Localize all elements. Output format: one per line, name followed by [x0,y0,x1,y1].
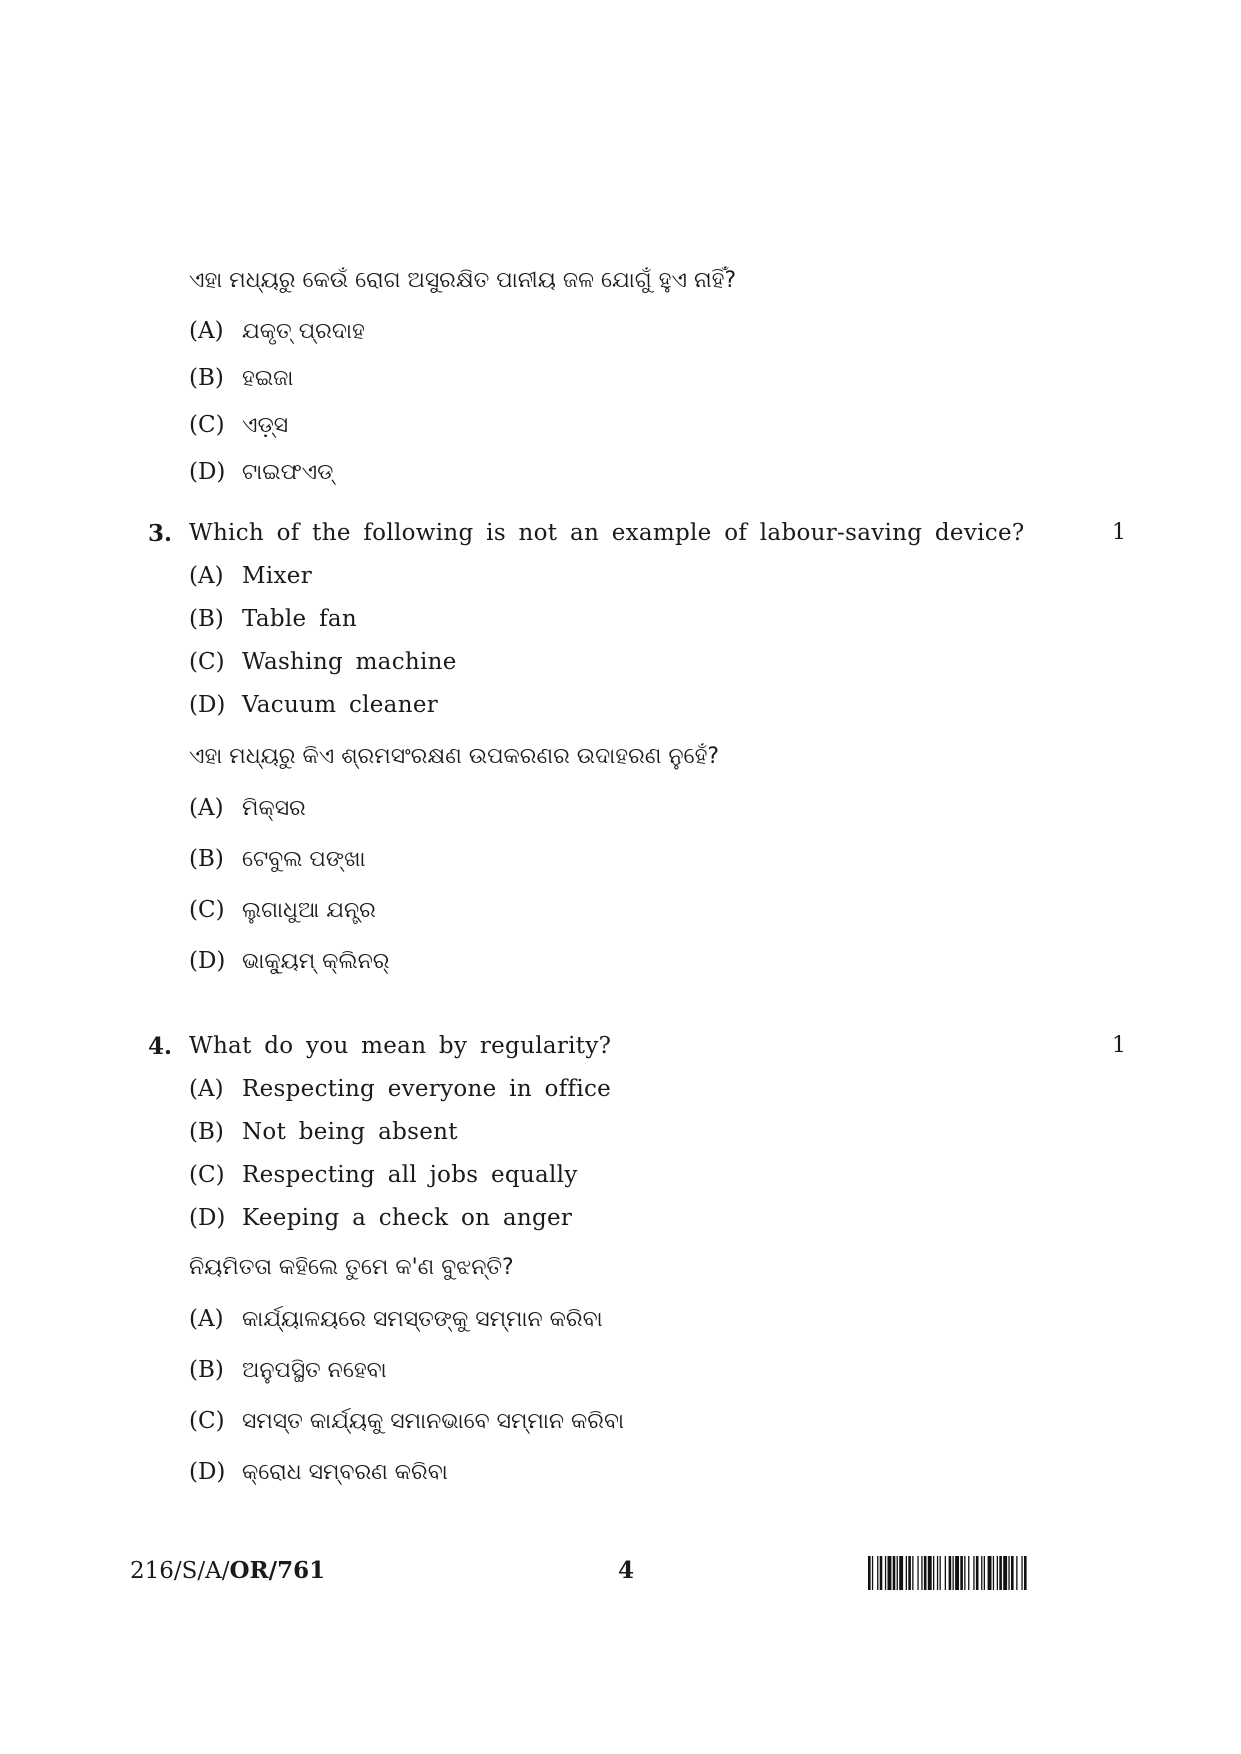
q4-odia-option-a-label: (A) [189,1306,224,1332]
q3-odia-option-a-text: ମିକ୍ସର [242,796,306,821]
q4-option-d-label: (D) [189,1205,226,1231]
q3-option-b-text: Table fan [242,606,358,632]
q3-odia-option-b-label: (B) [189,846,224,872]
q3-option-b-label: (B) [189,606,224,632]
q3-option-c-text: Washing machine [242,649,457,675]
paper-code [130,1557,325,1584]
q3-question: Which of the following is not an example of labour-saving device? [189,520,1025,546]
q3-odia-option-a-label: (A) [189,795,224,821]
q4-odia-option-d-text: କ୍ରୋଧ ସମ୍ବରଣ କରିବା [242,1460,448,1485]
q4-option-d-text: Keeping a check on anger [242,1205,573,1231]
q4-odia-option-b-label: (B) [189,1357,224,1383]
q3-odia-option-b-text: ଟେବୁଲ ପଙ୍ଖା [242,847,366,872]
q2-odia-option-b-label: (B) [189,365,224,391]
q4-number: 4. [148,1033,173,1060]
barcode-image [868,1556,1128,1590]
q4-odia-option-d-label: (D) [189,1459,226,1485]
q3-odia-option-d-text: ଭାକ୍ୟୁମ୍ କ୍ଲିନର୍ [242,949,390,974]
q3-odia-option-d-label: (D) [189,948,226,974]
q4-odia-question: ନିୟମିତତା କହିଲେ ତୁମେ କ'ଣ ବୁଝନ୍ତି? [189,1255,514,1280]
page-number: 4 [618,1557,635,1584]
q2-odia-option-d-label: (D) [189,459,226,485]
paper-code-prefix: 216/S/A/ [130,1558,230,1584]
q4-question: What do you mean by regularity? [189,1033,612,1059]
paper-code-bold: OR/761 [229,1557,326,1584]
q3-option-a-label: (A) [189,563,224,589]
q4-option-c-text: Respecting all jobs equally [242,1162,578,1188]
q3-marks: 1 [1112,520,1126,545]
q3-odia-option-c-text: ଲୁଗାଧୁଆ ଯନ୍ତ୍ର [242,898,376,923]
q4-option-b-label: (B) [189,1119,224,1145]
q3-option-d-text: Vacuum cleaner [242,692,439,718]
q2-odia-option-d-text: ଟାଇଫଏଡ୍ [242,460,334,485]
q4-odia-option-b-text: ଅନୁପସ୍ଥିତ ନହେବା [242,1358,387,1383]
q2-odia-option-b-text: ହଇଜା [242,366,294,391]
q4-odia-option-c-label: (C) [189,1408,225,1434]
q4-odia-option-c-text: ସମସ୍ତ କାର୍ଯ୍ୟକୁ ସମାନଭାବେ ସମ୍ମାନ କରିବା [242,1409,624,1434]
q4-odia-option-a-text: କାର୍ଯ୍ୟାଳୟରେ ସମସ୍ତଙ୍କୁ ସମ୍ମାନ କରିବା [242,1307,603,1332]
q3-odia-question: ଏହା ମଧ୍ୟରୁ କିଏ ଶ୍ରମସଂରକ୍ଷଣ ଉପକରଣର ଉଦାହରଣ ନୁହେଁ? [189,744,720,769]
q3-option-a-text: Mixer [242,563,312,589]
q4-option-c-label: (C) [189,1162,225,1188]
q4-option-b-text: Not being absent [242,1119,458,1145]
q3-option-d-label: (D) [189,692,226,718]
q2-odia-option-a-label: (A) [189,318,224,344]
q2-odia-option-c-text: ଏଡ଼୍ସ [242,413,289,438]
q2-odia-option-a-text: ଯକୃତ୍ ପ୍ରଦାହ [242,319,365,344]
q3-odia-option-c-label: (C) [189,897,225,923]
q2-odia-option-c-label: (C) [189,412,225,438]
q3-number: 3. [148,520,173,547]
q4-option-a-label: (A) [189,1076,224,1102]
q4-option-a-text: Respecting everyone in office [242,1076,612,1102]
q4-marks: 1 [1112,1033,1126,1058]
q3-option-c-label: (C) [189,649,225,675]
q2-odia-question: ଏହା ମଧ୍ୟରୁ କେଉଁ ରୋଗ ଅସୁରକ୍ଷିତ ପାନୀୟ ଜଳ ଯୋଗୁଁ ହୁଏ ନାହିଁ? [189,268,737,293]
